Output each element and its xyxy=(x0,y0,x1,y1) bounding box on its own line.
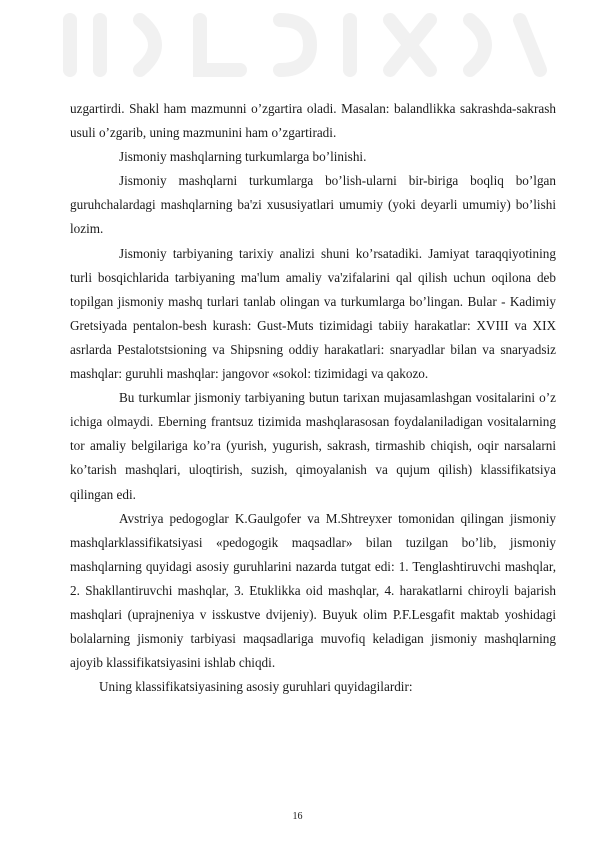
paragraph-lead-in: Uning klassifikatsiyasining asosiy guruhlari quyidagilardir: xyxy=(99,679,413,695)
page-body xyxy=(70,97,556,699)
paragraph: Bu turkumlar jismoniy tarbiyaning butun tarixan mujasamlashgan vositalarini o’z ichiga olmaydi. Eberning frantsuz tizimida mashqlarasosan foydalaniladigan vositalarning tor amaliy belgilariga ko’ra (yurish, yugurish, sakrash, tirmashib chiqish, oqir narsalarni ko’tarish mashqlari, uloqtirish, suzish, qimoyalanish va qujum qilish) klassifikatsiya qilingan edi. xyxy=(70,390,556,502)
paragraph-continuation: uzgartirdi. Shakl ham mazmunni o’zgartira oladi. Masalan: balandlikka sakrashda-sakrash usuli o’zgarib, uning mazmunini ham o’zgartiradi. xyxy=(70,101,556,141)
paragraph: Jismoniy tarbiyaning tarixiy analizi shuni ko’rsatadiki. Jamiyat taraqqiyotining turli bosqichlarida tarbiyaning ma'lum amaliy va'zifalarini qal qilish uchun oqilona deb topilgan jismoniy mashq turlari tanlab olingan va turkumlarga bo’lingan. Bular - Kadimiy Gretsiyada pentalon-besh kurash: Gust-Muts tizimidagi tabiiy harakatlar: XVIII va XIX asrlarda Pestalotstsioning va Shipsning oddiy harakatlari: snaryadlar bilan va snaryadsiz mashqlar: guruhli mashqlar: jangovor «sokol: tizimidagi va qakozo. xyxy=(70,245,556,382)
section-heading: Jismoniy mashqlarning turkumlarga bo’linishi. xyxy=(119,149,367,165)
page-number: 16 xyxy=(292,811,303,822)
paragraph: Avstriya pedogoglar K.Gaulgofer va M.Shtreyxer tomonidan qilingan jismoniy mashqlarklassifikatsiyasi «pedogogik maqsadlar» bilan tuzilgan bo’lib, jismoniy mashqlarning quyidagi asosiy guruhlarini nazarda tutgat edi: 1. Tenglashtiruvchi mashqlar, 2. Shakllantiruvchi mashqlar, 3. Etuklikka oid mashqlar, 4. harakatlarni chiroyli bajarish mashqlari (uprajneniya v isskustve dvijeniy). Buyuk olim P.F.Lesgafit maktab yoshidagi bolalarning jismoniy tarbiyasi maqsadlariga muvofiq keladigan jismoniy mashqlarning ajoyib klassifikatsiyasini ishlab chiqdi. xyxy=(70,510,556,671)
paragraph: Jismoniy mashqlarni turkumlarga bo’lish-ularni bir-biriga boqliq bo’lgan guruhchalardagi mashqlarning ba'zi xususiyatlari umumiy (yoki deyarli umumiy) bo’lishi lozim. xyxy=(70,173,556,237)
